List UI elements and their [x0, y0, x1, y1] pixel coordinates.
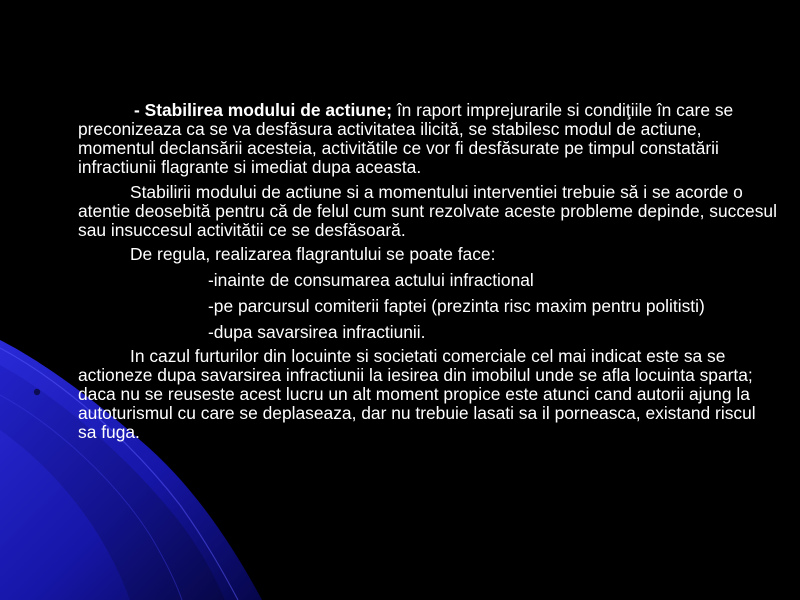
- paragraph-realizarea-flagrantului: De regula, realizarea flagrantului se poate face:: [130, 244, 496, 264]
- list-item-pe-parcursul: -pe parcursul comiterii faptei (prezinta risc maxim pentru politisti): [208, 296, 705, 316]
- paragraph-momentul-interventiei: Stabilirii modului de actiune si a momentului interventiei trebuie să i se acorde o atentie deosebită pentru că de felul cum sunt rezolvate aceste probleme depinde, succesul sau insuccesul activitătii ce se desfăsoară.: [78, 182, 777, 240]
- list-item-inainte: -inainte de consumarea actului infractional: [208, 270, 534, 290]
- paragraph-text: în raport imprejurarile si condiţiile în care se preconizeaza ca se va desfăsura activitatea ilicită, se stabilesc modul de actiune, momentul declansării acesteia, activitătile ce vor fi desfăsurate pe timpul constatării infractiunii flagrante si imediat dupa aceasta.: [78, 100, 734, 177]
- paragraph-modul-de-actiune: [78, 101, 778, 177]
- paragraph-furturi-locuinte: In cazul furturilor din locuinte si societati comerciale cel mai indicat este sa se actioneze dupa savarsirea infractiunii la iesirea din imobilul unde se afla locuinta sparta; daca nu se reuseste acest lucru un alt moment propice este atunci cand autorii ajung la autoturismul cu care se deplaseaza, dar nu trebuie lasati sa il porneasca, existand riscul sa fuga.: [78, 346, 756, 442]
- background-dot: [34, 389, 40, 395]
- slide-body-text: [78, 101, 778, 442]
- list-item-dupa: -dupa savarsirea infractiunii.: [208, 322, 426, 342]
- paragraph-heading: - Stabilirea modului de actiune;: [134, 100, 392, 120]
